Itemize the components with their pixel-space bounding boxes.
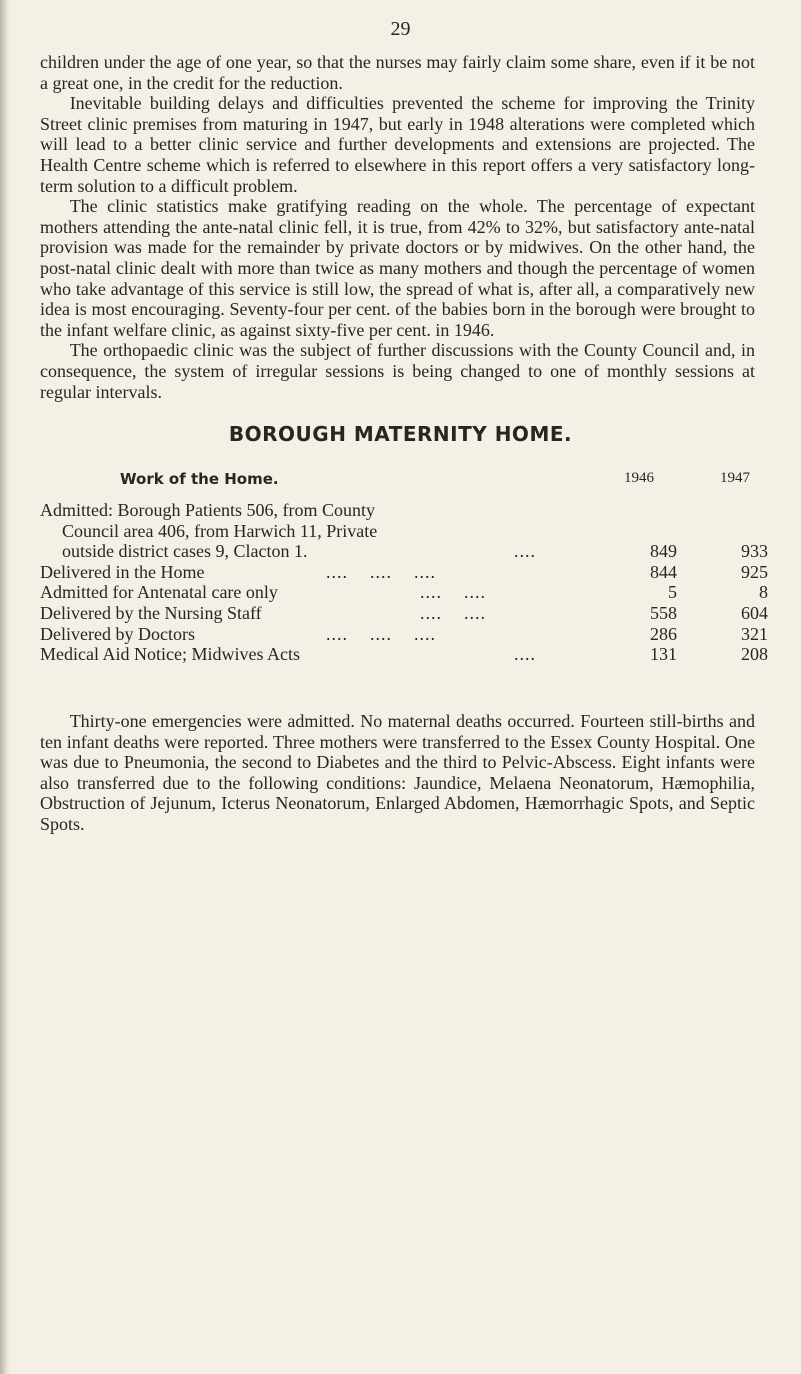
table-row xyxy=(40,541,780,562)
body-text xyxy=(40,52,755,402)
paragraph-1: children under the age of one year, so that the nurses may fairly claim some share, even if it be not a great one, in the credit for the reduction. xyxy=(40,52,755,93)
table-row-admitted-2 xyxy=(40,521,780,542)
row-label: Admitted for Antenatal care only xyxy=(40,582,278,603)
row-label: Delivered by Doctors xyxy=(40,623,195,644)
row-label: Medical Aid Notice; Midwives Acts xyxy=(40,644,300,665)
section-title: BOROUGH MATERNITY HOME. xyxy=(228,422,573,446)
value-1947: 208 xyxy=(741,644,768,665)
table-caption: Work of the Home. xyxy=(120,470,279,488)
value-1946: 131 xyxy=(650,644,677,665)
value-1947: 925 xyxy=(741,561,768,582)
statistics-table xyxy=(40,500,780,665)
table-row xyxy=(40,603,780,624)
value-1946: 844 xyxy=(650,561,677,582)
leader-dots: .... .... .... xyxy=(326,561,436,582)
table-row xyxy=(40,582,780,603)
leader-dots: .... .... xyxy=(420,602,486,623)
leader-dots: .... .... xyxy=(420,582,486,603)
leader-dots: .... xyxy=(514,644,536,665)
column-header-1947: 1947 xyxy=(720,470,750,486)
closing-text xyxy=(40,711,755,835)
paragraph-3: The clinic statistics make gratifying reading on the whole. The percentage of expectant mothers attending the ante-natal clinic fell, it is true, from 42% to 32%, but satisfactory ante-natal provision was made for the remainder by private doctors or by midwives. On the other hand, the post-natal clinic dealt with more than twice as many mothers and though the percentage of women who take advantage of this service is still low, the spread of what is, after all, a comparatively new idea is most encouraging. Seventy-four per cent. of the babies born in the borough were brought to the infant welfare clinic, as against sixty-five per cent. in 1946. xyxy=(40,196,755,340)
row-label: Delivered in the Home xyxy=(40,561,205,582)
table-row xyxy=(40,624,780,645)
column-header-1946: 1946 xyxy=(624,470,654,486)
value-1946: 286 xyxy=(650,623,677,644)
leader-dots: .... .... .... xyxy=(326,623,436,644)
value-1946: 5 xyxy=(668,582,677,603)
row-label: Delivered by the Nursing Staff xyxy=(40,602,262,623)
table-row xyxy=(40,644,780,665)
row-label: Council area 406, from Harwich 11, Private xyxy=(62,520,378,541)
page-binding-edge xyxy=(0,0,10,1374)
value-1947: 604 xyxy=(741,602,768,623)
row-label: Admitted: Borough Patients 506, from County xyxy=(40,500,375,520)
table-row xyxy=(40,562,780,583)
value-1947: 8 xyxy=(759,582,768,603)
value-1946: 558 xyxy=(650,602,677,623)
paragraph-2: Inevitable building delays and difficulties prevented the scheme for improving the Trinity Street clinic premises from maturing in 1947, but early in 1948 alterations were completed which will lead to a better clinic service and further developments and extensions are projected. The Health Centre scheme which is referred to elsewhere in this report offers a very satisfactory long-term solution to a difficult problem. xyxy=(40,93,755,196)
value-1947: 933 xyxy=(741,541,768,562)
page-number: 29 xyxy=(390,18,411,40)
row-label: outside district cases 9, Clacton 1. xyxy=(62,541,308,562)
closing-paragraph: Thirty-one emergencies were admitted. No maternal deaths occurred. Fourteen still-births and ten infant deaths were reported. Three mothers were transferred to the Essex County Hospital. One was due to Pneumonia, the second to Diabetes and the third to Pelvic-Abscess. Eight infants were also transferred due to the following conditions: Jaundice, Melaena Neonatorum, Hæmophilia, Obstruction of Jejunum, Icterus Neonatorum, Enlarged Abdomen, Hæmorrhagic Spots, and Septic Spots. xyxy=(40,711,755,834)
paragraph-4: The orthopaedic clinic was the subject of further discussions with the County Council and, in consequence, the system of irregular sessions is being changed to one of monthly sessions at regular intervals. xyxy=(40,340,755,402)
leader-dots: .... xyxy=(514,541,536,562)
value-1947: 321 xyxy=(741,623,768,644)
value-1946: 849 xyxy=(650,541,677,562)
table-row-admitted-1 xyxy=(40,500,780,521)
